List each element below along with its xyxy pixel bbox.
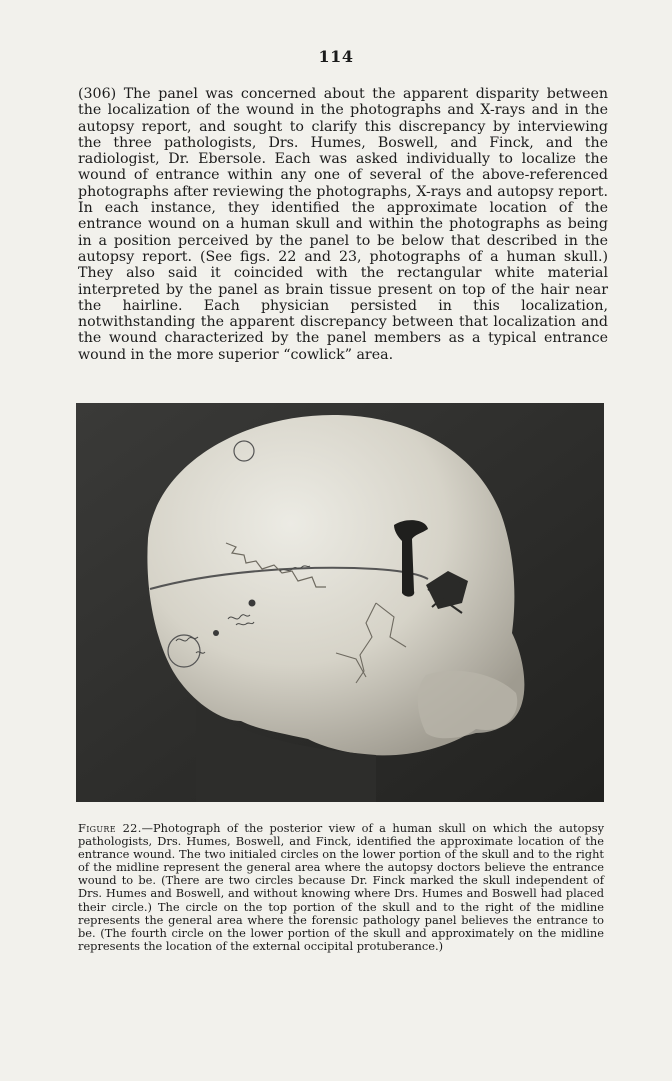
body-paragraph (78, 86, 608, 363)
page-number: 114 (318, 47, 354, 66)
autopsy-entrance-circle (249, 600, 256, 607)
skull-photograph (76, 403, 604, 802)
skull-illustration (76, 403, 604, 802)
finck-entrance-circle (213, 630, 219, 636)
figure-caption-text: —Photograph of the posterior view of a human skull on which the autopsy pathologists, Drs. Humes, Boswell, and Finck, identified the approximate location of the entrance wound. The two initialed circles on the lower portion of the skull and to the right of the midline represent the general area where the autopsy doctors believe the entrance wound to be. (There are two circles because Dr. Finck marked the skull independent of Drs. Humes and Boswell, and without knowing where Drs. Humes and Boswell had placed their circle.) The circle on the top portion of the skull and to the right of the midline represents the general area where the forensic pathology panel believes the entrance to be. (The fourth circle on the lower portion of the skull and approximately on the midline represents the location of the external occipital protuberance.) (78, 821, 604, 953)
figure-caption (78, 822, 604, 953)
paragraph-306: (306) The panel was concerned about the apparent disparity between the localization of the wound in the photographs and X-rays and in the autopsy report, and sought to clarify this discrepancy by interviewing the three pathologists, Drs. Humes, Boswell, and Finck, and the radiologist, Dr. Ebersole. Each was asked individually to localize the wound of entrance within any one of several of the above-referenced photographs after reviewing the photographs, X-rays and autopsy report. In each instance, they identified the approximate location of the entrance wound on a human skull and within the photographs as being in a position perceived by the panel to be below that described in the autopsy report. (See figs. 22 and 23, photographs of a human skull.) They also said it coincided with the rectangular white material interpreted by the panel as brain tissue present on top of the hair near the hairline. Each physician persisted in this localization, notwithstanding the apparent discrepancy between that localization and the wound characterized by the panel members as a typical entrance wound in the more superior “cowlick” area. (78, 86, 608, 363)
figure-label: Figure 22. (78, 821, 142, 835)
